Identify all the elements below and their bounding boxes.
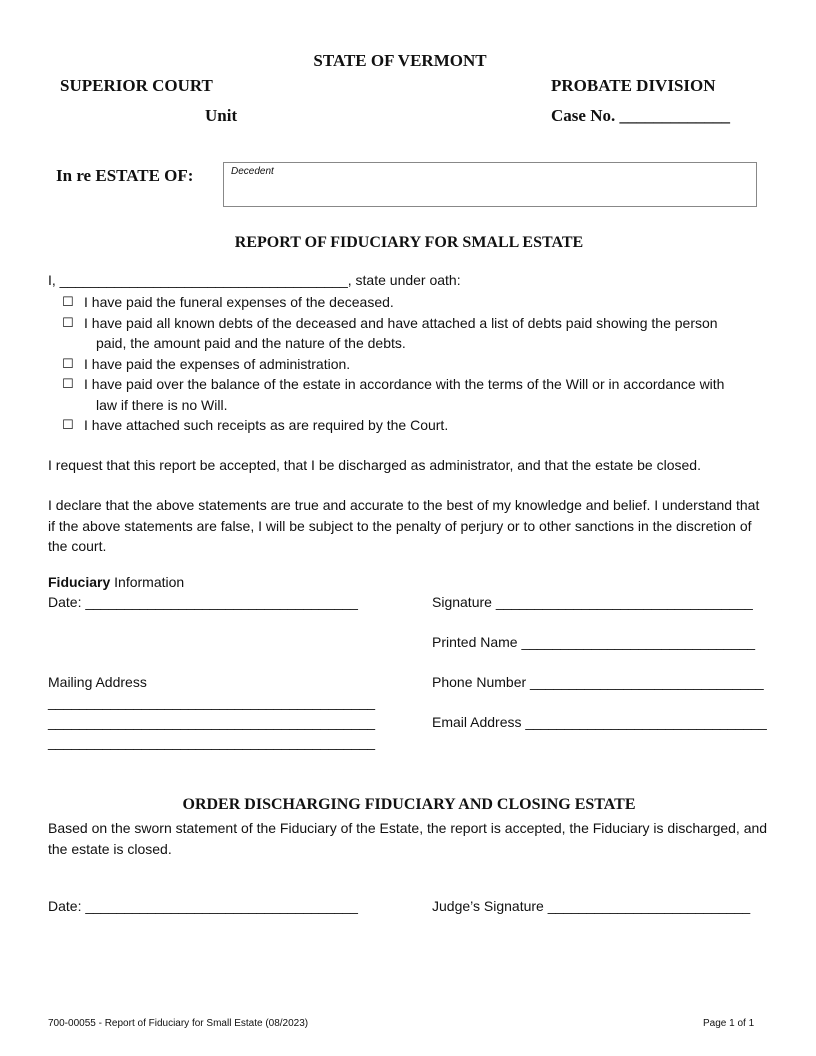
request-paragraph: I request that this report be accepted, that I be discharged as administrator, and that the estate be closed. [48, 457, 701, 473]
list-item [62, 292, 772, 313]
estate-of-label: In re ESTATE OF: [56, 166, 194, 185]
phone-number-field[interactable]: Phone Number ______________________________ [432, 674, 764, 690]
address-line-field[interactable]: __________________________________________ [48, 734, 376, 750]
unit-label: Unit [205, 106, 238, 125]
checkbox[interactable]: ☐ [62, 417, 74, 432]
checklist-item-label: I have paid over the balance of the estate in accordance with the terms of the Will or in accordance with law if there is no Will. [84, 376, 725, 413]
address-line-field[interactable]: __________________________________________ [48, 714, 376, 730]
address-line-field[interactable]: __________________________________________ [48, 694, 376, 710]
report-title: REPORT OF FIDUCIARY FOR SMALL ESTATE [234, 234, 584, 251]
list-item [62, 313, 772, 354]
page-number: Page 1 of 1 [703, 1018, 755, 1029]
court-name: SUPERIOR COURT [60, 76, 213, 95]
checklist-item-label: I have attached such receipts as are required by the Court. [84, 417, 449, 433]
order-paragraph: Based on the sworn statement of the Fiduciary of the Estate, the report is accepted, the Fiduciary is discharged, and the estate is closed. [48, 820, 768, 857]
mailing-address-label: Mailing Address [48, 674, 147, 690]
email-address-field[interactable]: Email Address _______________________________ [432, 714, 767, 730]
printed-name-field[interactable]: Printed Name ______________________________ [432, 634, 756, 650]
declaration-paragraph: I declare that the above statements are true and accurate to the best of my knowledge and belief. I understand that if the above statements are false, I will be subject to the penalty of perjury or to other sanctions in the discretion of the court. [48, 497, 760, 554]
case-number-field[interactable]: Case No. _____________ [551, 106, 730, 125]
checkbox[interactable]: ☐ [62, 314, 74, 330]
checklist-item-label: I have paid the expenses of administration. [84, 355, 351, 372]
fiduciary-info-heading: Fiduciary Information [48, 574, 185, 590]
fiduciary-date-field[interactable]: Date: ___________________________________ [48, 594, 358, 610]
division-name: PROBATE DIVISION [551, 76, 716, 95]
list-item [62, 374, 772, 415]
decedent-label: Decedent [231, 166, 274, 177]
fiduciary-signature-field[interactable]: Signature _________________________________ [432, 594, 753, 610]
checkbox[interactable]: ☐ [62, 355, 74, 371]
checklist-item-label: I have paid all known debts of the deceased and have attached a list of debts paid showing the person paid, the amount paid and the nature of the debts. [84, 314, 718, 351]
judge-signature-field[interactable]: Judge’s Signature __________________________ [432, 898, 751, 914]
list-item [62, 354, 772, 375]
checklist [62, 292, 772, 436]
oath-line[interactable]: I, _____________________________________, state under oath: [48, 272, 461, 288]
checkbox[interactable]: ☐ [62, 376, 74, 391]
order-title: ORDER DISCHARGING FIDUCIARY AND CLOSING ESTATE [182, 796, 636, 813]
checklist-item-label: I have paid the funeral expenses of the deceased. [84, 294, 394, 310]
decedent-name-field[interactable] [223, 162, 757, 207]
list-item [62, 415, 772, 436]
checkbox[interactable]: ☐ [62, 294, 74, 309]
state-title: STATE OF VERMONT [313, 51, 487, 70]
order-date-field[interactable]: Date: ___________________________________ [48, 898, 358, 914]
form-id-footer: 700-00055 - Report of Fiduciary for Small Estate (08/2023) [48, 1018, 309, 1029]
